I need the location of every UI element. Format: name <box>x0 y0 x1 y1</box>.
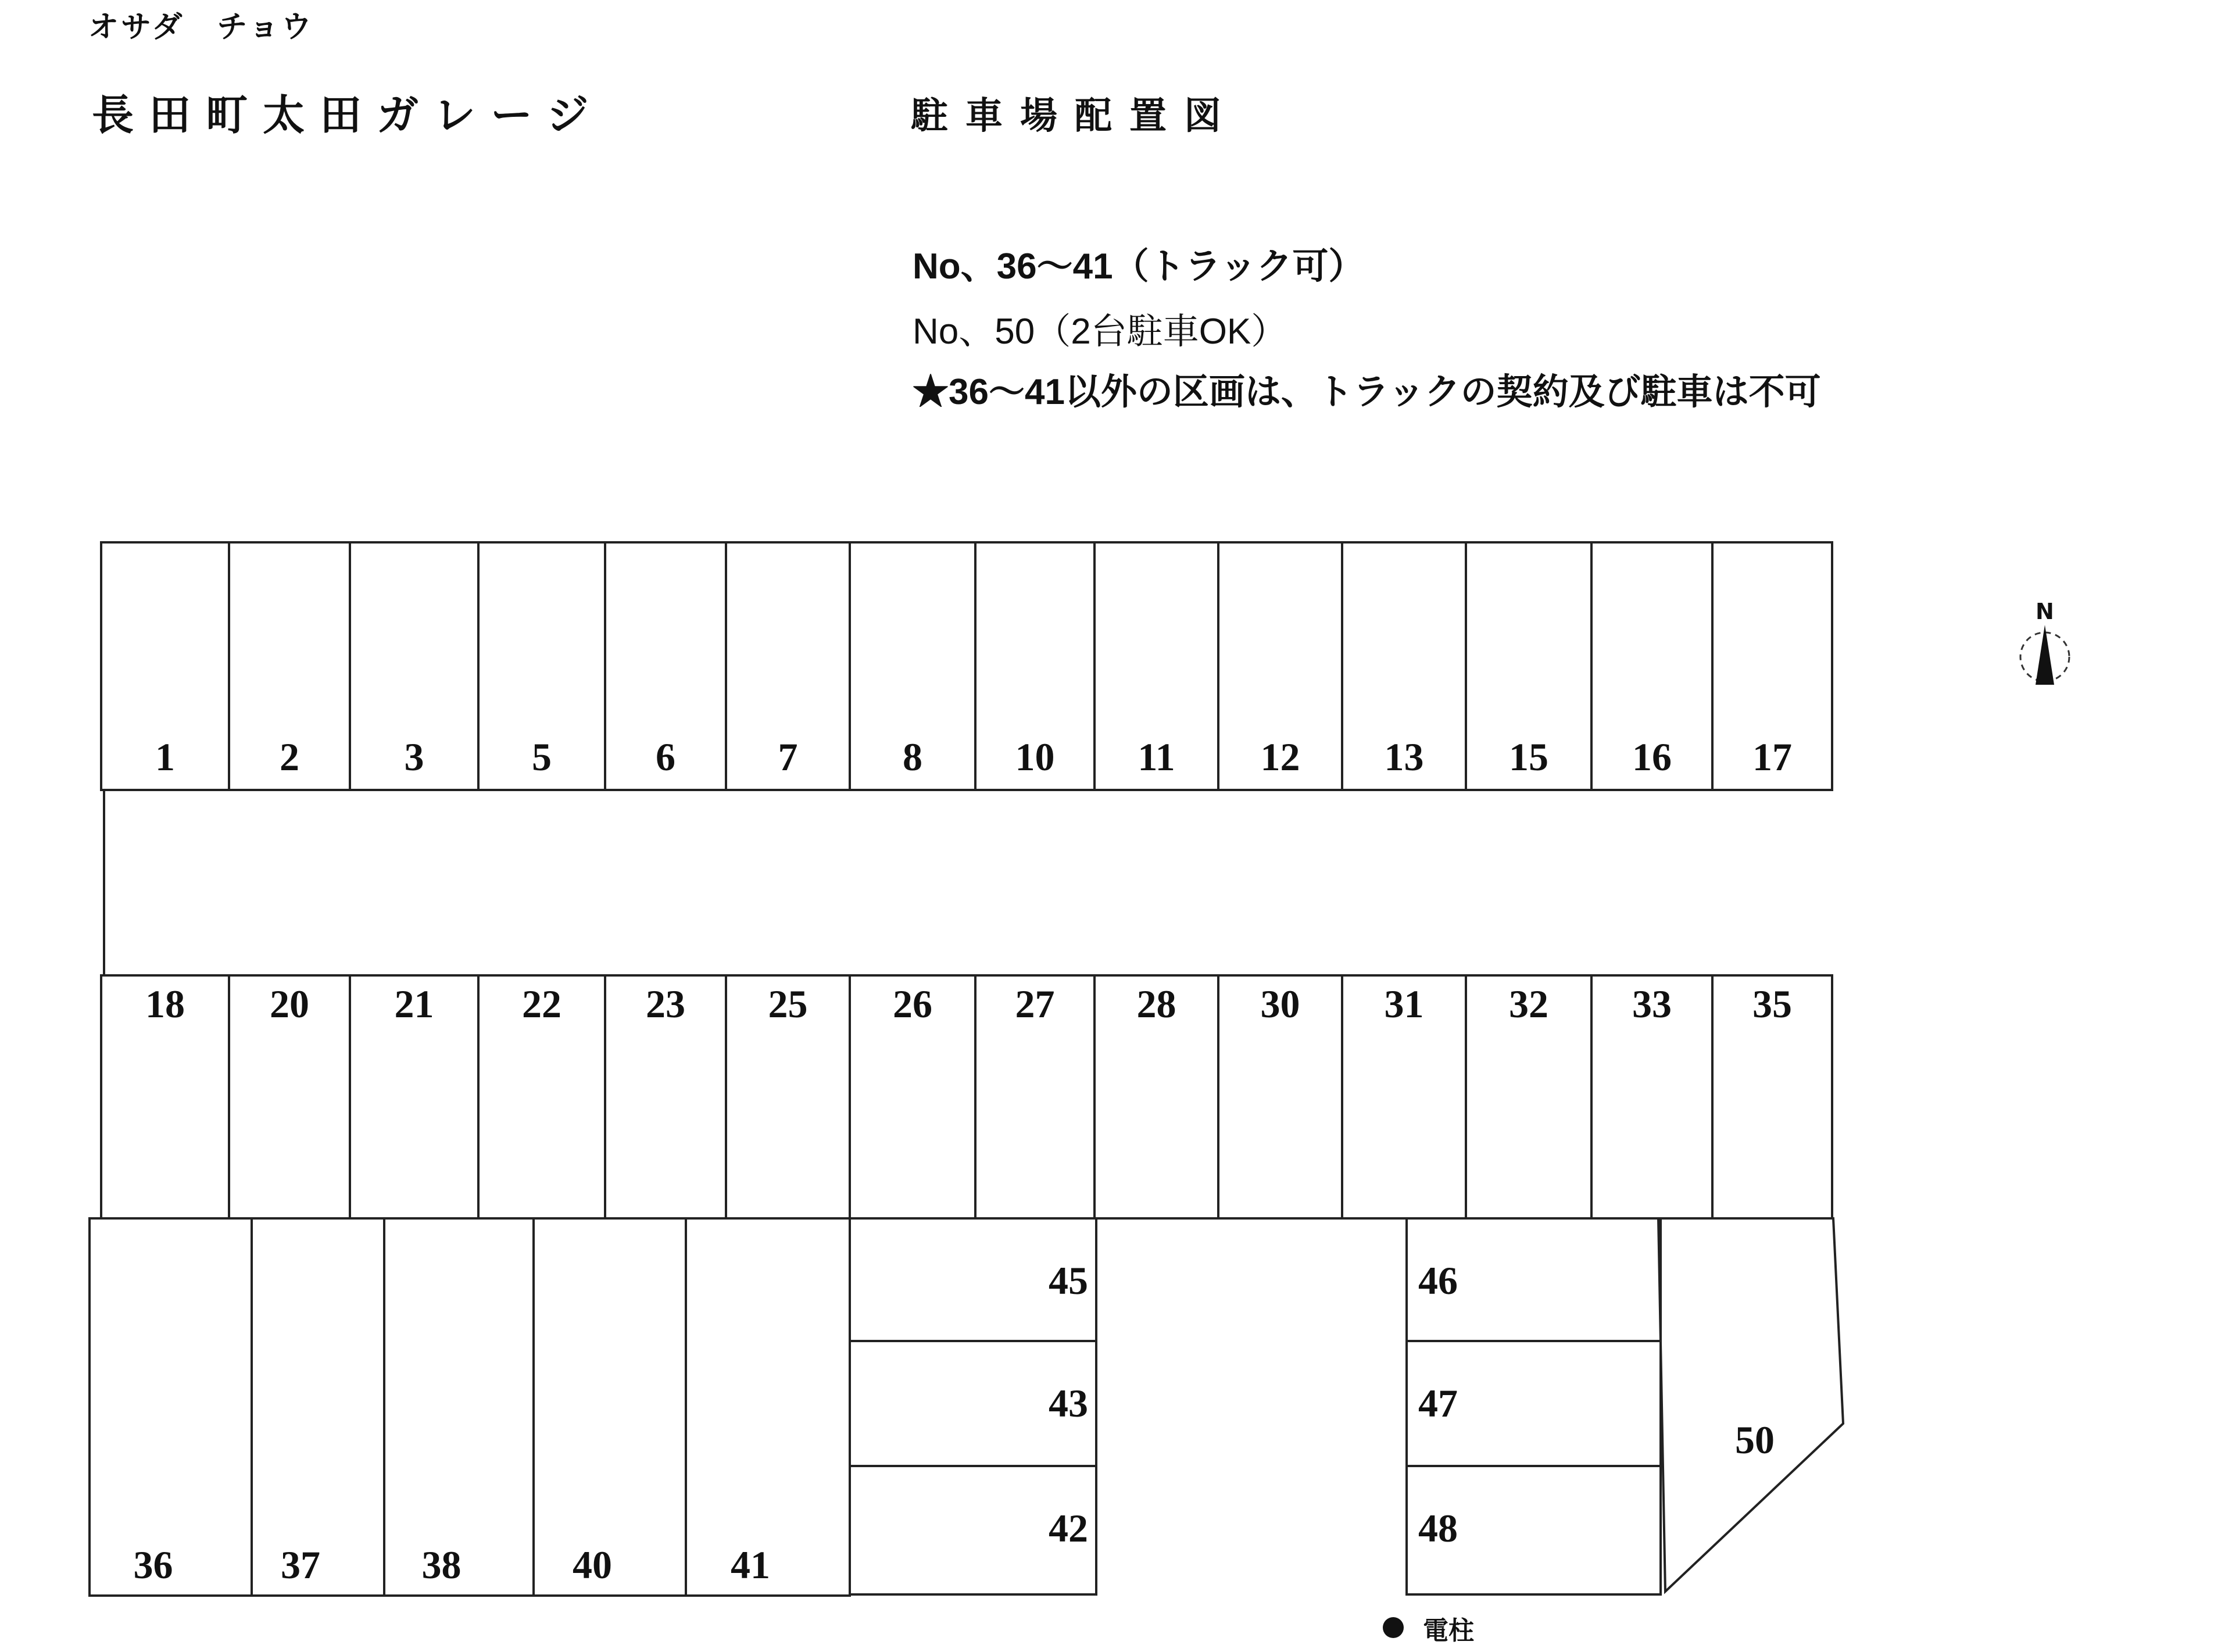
utility-pole-icon <box>1383 1617 1404 1638</box>
utility-pole-legend <box>1383 1616 1474 1646</box>
stall-number: 35 <box>1752 982 1792 1026</box>
stall-number: 50 <box>1735 1418 1775 1462</box>
stall-number: 37 <box>281 1543 320 1587</box>
stall-number: 27 <box>1015 982 1055 1026</box>
north-arrow-icon <box>2020 599 2069 685</box>
stall-number: 26 <box>893 982 932 1026</box>
site-name-reading: オサダ チョウ <box>88 10 314 45</box>
parking-stall <box>252 1218 384 1596</box>
stall-number: 15 <box>1509 735 1548 779</box>
stall-number: 18 <box>145 982 185 1026</box>
stall-number: 17 <box>1752 735 1792 779</box>
parking-stall <box>686 1218 850 1596</box>
stall-number: 3 <box>404 735 424 779</box>
stall-number: 10 <box>1015 735 1055 779</box>
parking-stall <box>90 1218 252 1596</box>
stall-number: 33 <box>1632 982 1672 1026</box>
stall-number: 12 <box>1260 735 1300 779</box>
stall-number: 16 <box>1632 735 1672 779</box>
stall-number: 22 <box>522 982 561 1026</box>
stall-number: 48 <box>1418 1506 1458 1550</box>
stall-number: 25 <box>768 982 808 1026</box>
stall-number: 43 <box>1049 1381 1088 1425</box>
stall-number: 32 <box>1509 982 1548 1026</box>
stall-number: 5 <box>532 735 552 779</box>
parking-stall <box>534 1218 686 1596</box>
stall-number: 41 <box>731 1543 770 1587</box>
stall-number: 13 <box>1384 735 1424 779</box>
stall-number: 23 <box>646 982 685 1026</box>
stall-number: 45 <box>1049 1258 1088 1303</box>
stall-number: 46 <box>1418 1258 1458 1303</box>
site-name: 長田町太田ガレージ <box>92 91 604 140</box>
stall-number: 38 <box>421 1543 462 1587</box>
stall-number: 21 <box>394 982 434 1026</box>
note-two-cars: No、50（2台駐車OK） <box>913 312 1287 352</box>
document-title: 駐車場配置図 <box>911 95 1239 138</box>
north-label: N <box>2036 599 2054 624</box>
note-truck-allowed: No、36～41（トラック可） <box>913 246 1365 287</box>
stall-number: 11 <box>1138 735 1175 779</box>
stall-number: 2 <box>280 735 299 779</box>
stall-number: 7 <box>778 735 798 779</box>
stall-number: 6 <box>656 735 675 779</box>
stall-number: 47 <box>1418 1381 1458 1425</box>
stall-number: 31 <box>1384 982 1424 1026</box>
stall-number: 28 <box>1136 982 1176 1026</box>
stall-number: 8 <box>903 735 922 779</box>
stall-number: 36 <box>133 1543 173 1587</box>
stall-number: 20 <box>270 982 309 1026</box>
stall-number: 40 <box>573 1543 612 1587</box>
note-truck-restriction: ★36～41以外の区画は、トラックの契約及び駐車は不可 <box>913 372 1821 412</box>
pole-label: 電柱 <box>1423 1616 1474 1646</box>
stall-number: 30 <box>1260 982 1300 1026</box>
stall-50 <box>1658 1218 1843 1592</box>
stall-number: 42 <box>1049 1506 1088 1550</box>
parking-stall <box>384 1218 534 1596</box>
stall-number: 1 <box>155 735 175 779</box>
